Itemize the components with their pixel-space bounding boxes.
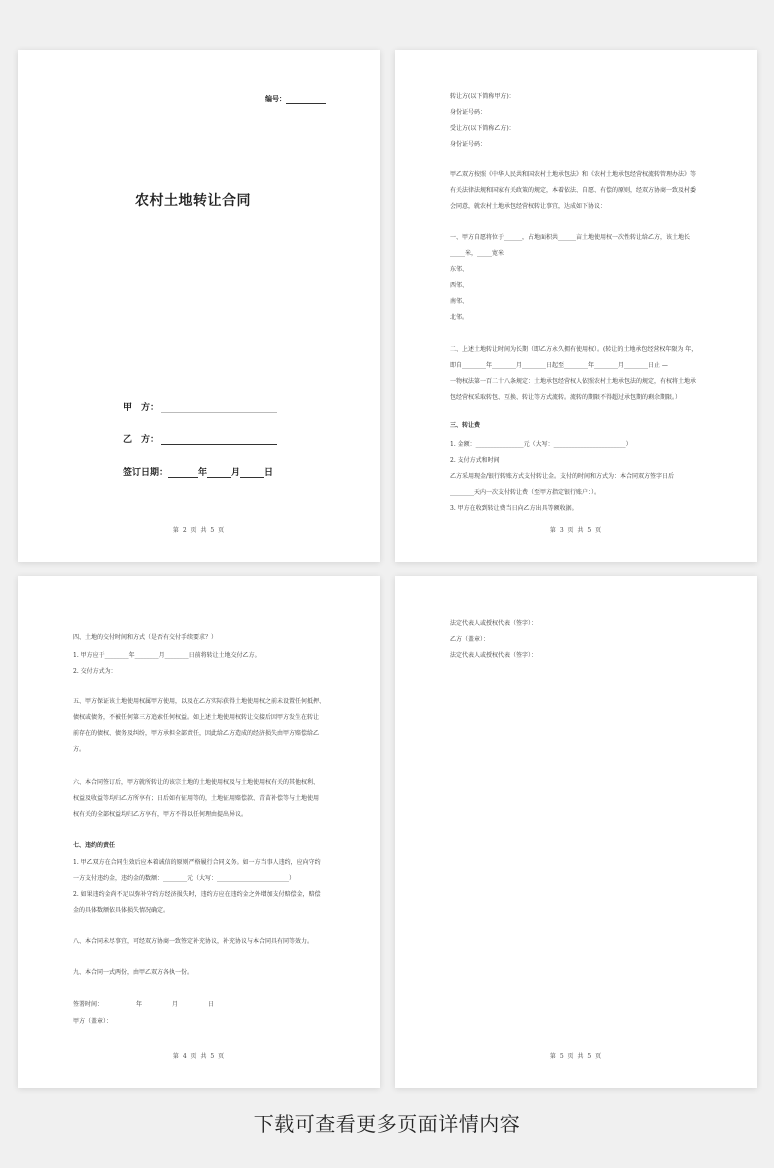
month-blank	[207, 468, 231, 478]
text-line: 3. 甲方在收到转让费当日向乙方出具等额收据。	[450, 505, 578, 512]
text-line: 六、本合同签订后，甲方就所转让的该宗土地的土地使用权及与土地使用权有关的其他权利、	[73, 779, 320, 786]
text-line: 2. 如果违约金尚不足以弥补守约方经济损失时，违约方应在违约金之外增加支付赔偿金，赔偿	[73, 891, 321, 898]
text-line: 金的具体数额依具体损失情况确定。	[73, 907, 170, 914]
text-line: 身份证号码：	[450, 109, 487, 116]
party-a-blank	[161, 403, 277, 413]
text-line: 1. 甲方应于________年________月________日前将转让土地交付乙方。	[73, 652, 261, 659]
text-line: 八、本合同未尽事宜，可经双方协商一致签定补充协议，补充协议与本合同具有同等效力。	[73, 938, 314, 945]
text-line: 有关法律法规和国家有关政策的规定，本着依法、自愿、有偿的原则，经双方协商一致及村委	[450, 187, 697, 194]
document-page-cover	[18, 50, 380, 562]
text-line: 身份证号码：	[450, 141, 487, 148]
serial-label: 编号：	[265, 94, 286, 103]
text-line: 东邻、	[450, 266, 469, 273]
serial-number-field	[265, 94, 326, 104]
text-line: 四、土地的交付时间和方式（是否有交付手续要求？）	[73, 634, 218, 641]
text-line: 2. 交付方式为：	[73, 668, 117, 675]
text-line: 2. 支付方式和时间	[450, 457, 500, 464]
text-line: 包经营权采取转包、互换、转让等方式流转。流转的期限不得超过承包期的剩余期限。）	[450, 394, 682, 401]
text-line: 方。	[73, 746, 86, 753]
text-line: 南邻、	[450, 298, 469, 305]
text-line: 甲乙双方按照《中华人民共和国农村土地承包法》和《农村土地承包经营权流转管理办法》等	[450, 171, 697, 178]
download-caption: 下载可查看更多页面详情内容	[253, 1112, 521, 1136]
text-line: 债权或债务，不被任何第三方追索任何权益。如上述土地使用权转让交接后因甲方发生在转让	[73, 714, 320, 721]
text-line: 北邻。	[450, 314, 469, 321]
document-page-3	[18, 576, 380, 1088]
text-line: 受让方(以下简称乙方)：	[450, 125, 515, 132]
sign-date-label: 签订日期：	[123, 468, 169, 478]
text-line: 乙方采用现金/银行转账方式支付转让金。支付的时间和方式为：本合同双方签字日后	[450, 473, 675, 480]
text-line: 权益及收益等均归乙方所享有；日后如有征用等的，土地征用赔偿款、青苗补偿等与土地使用	[73, 795, 320, 802]
year-label: 年	[198, 468, 208, 478]
text-line: 五、甲方保证该土地使用权属甲方使用，以及在乙方实际获得土地使用权之前未设置任何抵押、	[73, 698, 326, 705]
contract-title: 农村土地转让合同	[135, 193, 251, 209]
sign-date-field	[123, 465, 273, 478]
text-line: _____米，_____宽米	[450, 250, 505, 257]
day-blank	[240, 468, 264, 478]
text-line: 权有关的全部权益均归乙方享有，甲方不得以任何理由提出异议。	[73, 811, 248, 818]
document-page-4	[395, 576, 757, 1088]
text-line: 一方支付违约金，违约金的数额：________元（大写：________________________）	[73, 875, 296, 882]
text-line: 会同意，就农村土地承包经营权转让事宜，达成如下协议：	[450, 203, 607, 210]
text-line: 法定代表人或授权代表（签字）：	[450, 620, 538, 627]
page-footer: 第 4 页 共 5 页	[172, 1053, 226, 1060]
text-line: 西邻、	[450, 282, 469, 289]
text-line: 法定代表人或授权代表（签字）：	[450, 652, 538, 659]
text-line: 1. 甲乙双方在合同生效后应本着诚信的原则严格履行合同义务。如一方当事人违约，应向守约	[73, 859, 321, 866]
day-label: 日	[264, 468, 274, 478]
party-b-label: 乙 方：	[123, 435, 160, 445]
text-line: 一、甲方自愿将位于______，占地面积共______亩土地使用权一次性转让给乙方，该土地长	[450, 234, 691, 241]
party-b-blank	[161, 435, 277, 445]
text-line: ________天内一次支付转让费（至甲方指定银行账户：）。	[450, 489, 601, 496]
party-a-field	[123, 400, 277, 413]
year-blank	[168, 468, 198, 478]
text-line: 转让方(以下简称甲方)：	[450, 93, 515, 100]
text-line: 九、本合同一式两份，由甲乙双方各执一份。	[73, 969, 194, 976]
page-footer: 第 2 页 共 5 页	[172, 527, 226, 534]
text-line: 一物权法第一百二十八条规定：土地承包经营权人依照农村土地承包法的规定，有权将土地承	[450, 378, 697, 385]
page-footer: 第 5 页 共 5 页	[549, 1053, 603, 1060]
text-line: 即自________年________月________日起至________年________月________日止 —	[450, 362, 668, 369]
text-line: 乙方（盖章）：	[450, 636, 490, 643]
month-label: 月	[231, 468, 241, 478]
page-footer: 第 3 页 共 5 页	[549, 527, 603, 534]
text-line: 二、上述土地转让时间为长期（即乙方永久拥有使用权）。(转让的土地承包经营权年限为 年，	[450, 346, 698, 353]
text-line: 前存在的债权、债务及纠纷，甲方承担全部责任，因此给乙方造成的经济损失由甲方赔偿给乙	[73, 730, 320, 737]
party-a-label: 甲 方：	[123, 403, 160, 413]
text-line: 甲方（盖章）：	[73, 1018, 113, 1025]
section-heading: 七、违约的责任	[73, 842, 116, 849]
section-heading: 三、转让费	[450, 422, 481, 429]
serial-blank	[286, 96, 326, 104]
text-line: 签署时间： 年 月 日	[73, 1001, 215, 1008]
party-b-field	[123, 432, 277, 445]
document-page-2	[395, 50, 757, 562]
text-line: 1. 金额：________________元（大写：________________________）	[450, 441, 632, 448]
